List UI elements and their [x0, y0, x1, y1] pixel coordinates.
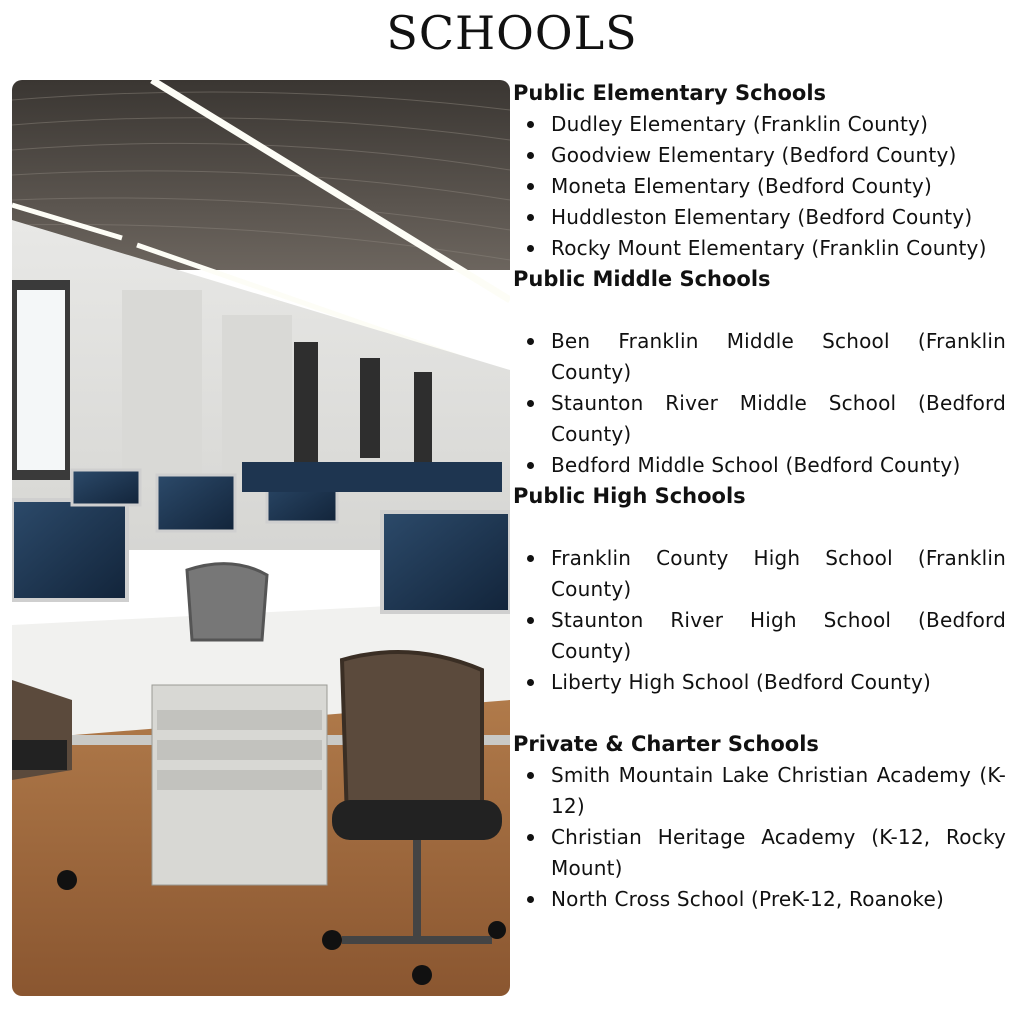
list-item: Goodview Elementary (Bedford County) — [513, 140, 1006, 171]
section-heading: Public Elementary Schools — [513, 81, 827, 105]
classroom-photo — [12, 80, 510, 996]
section-heading: Public Middle Schools — [513, 267, 771, 291]
list-item: Staunton River High School (Bedford County) — [513, 605, 1006, 667]
section-heading: Private & Charter Schools — [513, 732, 819, 756]
list-item: Huddleston Elementary (Bedford County) — [513, 202, 1006, 233]
list-item: Franklin County High School (Franklin County) — [513, 543, 1006, 605]
page-title: SCHOOLS — [386, 6, 638, 60]
list-item: Bedford Middle School (Bedford County) — [513, 450, 1006, 481]
section-high — [513, 481, 1006, 698]
list-item: Dudley Elementary (Franklin County) — [513, 109, 1006, 140]
list-item: Smith Mountain Lake Christian Academy (K-12) — [513, 760, 1006, 822]
list-item: Ben Franklin Middle School (Franklin County) — [513, 326, 1006, 388]
section-private — [513, 729, 1006, 915]
list-item: Staunton River Middle School (Bedford County) — [513, 388, 1006, 450]
section-heading: Public High Schools — [513, 484, 746, 508]
list-item: Moneta Elementary (Bedford County) — [513, 171, 1006, 202]
list-item: North Cross School (PreK-12, Roanoke) — [513, 884, 1006, 915]
list-item: Christian Heritage Academy (K-12, Rocky Mount) — [513, 822, 1006, 884]
classroom-illustration — [12, 80, 510, 996]
list-item: Rocky Mount Elementary (Franklin County) — [513, 233, 1006, 264]
schools-list — [513, 78, 1006, 915]
section-elementary — [513, 78, 1006, 264]
section-middle — [513, 264, 1006, 481]
list-item: Liberty High School (Bedford County) — [513, 667, 1006, 698]
